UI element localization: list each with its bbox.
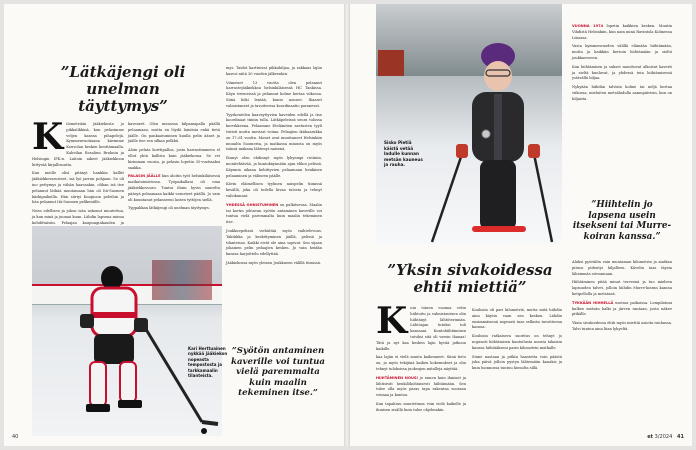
skier-illustration	[376, 4, 562, 244]
body-paragraph: Jääkiekossa myös yleinen Joukkueen välillä tiimissä.	[226, 260, 322, 265]
article-column-4	[572, 260, 672, 336]
body-paragraph: Nykyään hiihdän talvisin kolme tai neljä kertaa viikossa, mieluiten metsäladulla aamupäivisin, kun on hiljaista.	[572, 85, 672, 101]
ski-tips	[472, 226, 526, 232]
photo-caption: Kari Herttuainen nykkää jääkiekon nopeasta tempostosta ja tarkkamaalin tilanteista.	[188, 346, 228, 379]
left-glove	[456, 144, 468, 158]
pull-quote: ”Syötön antaminen kaverille voi tuntua vielä paremmalta kuin maalin tekeminen itse.”	[231, 346, 325, 398]
section-label: HIIHTÄMINEN NOUSI	[376, 375, 418, 380]
right-leg	[120, 362, 136, 402]
body-paragraph: Joukkuepelissä viehättää myös vaihtelevuus. Taktiikka ja keskittyminen jäällä, pelissä ja tilanteissa. Kaikki eivät ole aina sopivat. Sen sijaan jokainen pelin pelaajien kesken. Jo vain heidän kanssa harjoittelu edellyttää.	[226, 228, 322, 257]
stick-blade	[202, 422, 218, 424]
left-leg	[90, 362, 106, 406]
photo-caption: Sisko Pietiä käistä vetää ladulle kunnan metsän kauneus ja rauha.	[384, 140, 423, 168]
left-skate	[86, 404, 110, 412]
left-pole	[432, 154, 462, 242]
body-paragraph: Kun tapahtuu muutettuna voin vielä kaikelle ja ihmisen sisällä kuin tulee ohjelmakin.	[376, 401, 466, 412]
body-paragraph: Hiihtäminen pitää minut terveenä ja tuo mieleen lapsuuden talvet, jolloin hiihdin Murre-koiran kanssa kotipellolla ja metsässä.	[572, 280, 672, 296]
article-column-1	[376, 300, 466, 417]
intro-paragraph: uin toinen vuonna vetin hiihtoitu ja valmistautuen olin hiihtänyt lähtöterinnän. Lähtöajan tutuksi tuli kanssani. Kuntohiihtämisen tutuksi sitä oli varsin ihanaa! Tätä ja nyt kaa kesken lajin hyvää jatkoon kaikille.	[376, 306, 466, 351]
page-number: 41	[677, 434, 684, 440]
hockey-player-illustration	[32, 226, 222, 436]
body-paragraph: Kävin eläimellisen tyylinen naispelin tiimissä kesällä, joka oli todella kivaa tulosta ja tehnyt valiokunnat.	[226, 182, 322, 198]
section-label: YHDESSÄ OHNISTUMINEN	[226, 202, 279, 207]
body-paragraph: Sinne nastaan ja pitkin haastetta voin päästä joka päivä jolloin pystyn lähtemään kauaksi ja kuin luonnossa tuntuu hienolta sillä.	[472, 354, 562, 371]
pants	[94, 334, 134, 364]
body-paragraph: Koulusin oli pari kilometriä, mutta mitä hiihdin aina käytin vaan sen kesken. Lähdin ensimmäisenä nopeasti taas selkeän tavoitteena kanssa.	[472, 308, 562, 330]
puck	[201, 428, 207, 434]
body-paragraph: Tyyskentelen kaavayttyvien kaveiden edellä ja itse koordinaat tiimin tulla. Lätkäpeleissä seura tulossa korvikkeena. Pelaamme Etelämiten asetusten tyyli tiivisti mutta mestari voima. Pelaajien ikähaarukka on 17–61 vuotta. Monet ovat muuttaneet Helsinkiin muualta Suomesta, ja matkassa minusta on myös isänsä mukana lähtenyt naisenä.	[226, 112, 322, 152]
body-paragraph: Viimeiset 13 vuotta olen pelannut harrastejääkiekkoa helsinkiläisessä HC Tankissa. Käyn treeneissä ja pelannut kolme kertaa viikossa. Siinä höki lentää, kunto nousee. Ihaaset valmistaneet ja tavoiteessa koordinaatio paranevat.	[226, 80, 322, 108]
section-label-text: useissa paikoissa. Lempilatuni kulkee metsän halki ja järven rantaan, josta näkee pitkälle.	[572, 300, 672, 317]
body-paragraph: kaa lajiin ei vielä muuta kaikenneet. Siinä tieto on, ja myös tekijänä kaiken kokemukset ja olin tehnyt tuloksissa juoksujen mitalleja näyttää.	[376, 355, 466, 371]
article-column-1	[32, 116, 124, 235]
body-paragraph: Typpakkan lätkäjengi oli unelman täyttymys.	[128, 206, 210, 211]
article-column-2	[128, 122, 220, 215]
pull-quote: ”Hiihtelin jo lapsena usein itsekseni tai Murre-koiran kanssa.”	[572, 200, 672, 242]
body-paragraph	[572, 301, 672, 318]
section-label-text: lopetin kaikkien kesken. Muutin Vihdistä Helsinkiin, kun nain minä Ravintola Kolmessa Liisassa.	[572, 24, 672, 40]
left-page	[4, 4, 344, 446]
folio	[647, 434, 684, 440]
headline: ”Yksin sivakoidessa ehtii miettiä”	[387, 261, 553, 296]
body-paragraph: mys. Taidot karttuivat pikkuhiljaa, ja rakkaus lajiin kasvoi niitä 30 vuoden jälkeenkin.	[226, 66, 322, 76]
skier-photo	[376, 4, 562, 244]
body-paragraph: kaveneet. Olen menossa kilpamapalla päällä pelaamaan, mutta en löydä lainitsia enkä tietä jäälle. On pankaatuminen kuulla pelin äänet ja jäälle itse sen silkaa pelkkä.	[128, 122, 220, 144]
jacket-trim	[494, 94, 502, 160]
page-number: 40	[12, 434, 19, 440]
headline: ”Lätkäjengi oli unelman täyttymys”	[60, 63, 186, 115]
body-paragraph	[376, 376, 466, 399]
right-glove	[528, 144, 540, 158]
section-label-text: jo ennen kuin ihmiset ja lähtisivät henkilökohtaisesti hiihtämään. Sen tulee olla myös paras tapa rakentaa suoraan voimaa ja kuntoa.	[376, 375, 466, 398]
body-paragraph	[128, 174, 220, 203]
body-paragraph: Ihunyt olen ehdinnyt myös lyhyempi rutiinin, monitehtävää, ja kuntokäynnään ajan elikoi pelissä. Käynnin aikana kehittyvien pelaamaan henkinen pelaaminen ja välineen päälle.	[226, 156, 322, 178]
body-paragraph: Kun hiihtämisen ja sukset muuttuvat alkoivat kaverit ja sieltä kuuluvat, ja yhdessä tein hiihtämisessä ystävällä hiljaa.	[572, 64, 672, 81]
section-label: PALASIN JÄÄLLE	[128, 174, 161, 179]
body-paragraph: Aloin pelata korttipalloa, josta harrastimmeen el ollut yhtä kallista kuin jääkiekossa. Se vei kirimiaan vuosia, ja pelasin lopetin 35-vuotiaaksi saakka.	[128, 148, 220, 170]
medal	[482, 130, 490, 138]
article-column-2	[472, 308, 562, 375]
body-paragraph: Aluksi pyöräilin vain muutaman kilometrin ja matkan pituus pidentyi hiljalleen. Kävelin taas täysin lähemmäs siivoamaan.	[572, 260, 672, 276]
drop-cap: K	[376, 300, 408, 342]
right-skate	[118, 400, 142, 408]
helmet	[101, 266, 123, 290]
body-paragraph: Kun meille olisi pitänyt hankkia kallitt jääkiekkovarusteet, isä lyö jarrun pohjaan. Se oli ino pettymys ja vähän haavaakin, olihan isä itse pelannut lätkää muutamaan hän oli Itä-Suomen kärkipaikoilla. Hän siirtyi Kuopioon peleihin ja hän pelannut Itä-Suomen pelikentille.	[32, 171, 124, 205]
left-glove	[80, 314, 94, 328]
body-paragraph: Yksin sivakoidessa ehtii myös miettiä asioita rauhassa. Talvi tuntuu aina liian lyhyeltä.	[572, 321, 672, 331]
right-pole	[534, 154, 552, 242]
body-paragraph	[226, 203, 322, 226]
article-column-3	[226, 66, 322, 270]
jersey-stripe	[92, 312, 136, 318]
right-page	[350, 4, 692, 446]
section-label-text: kun aloitin työt helsinkiläisessä matkatoimistossa. Työpaikallani oli oma jääkiekkovuoro. Tuntui iltain hyvin suurelta pääsyä pelaamaan kaikki varusteet päällä. Jo vain oli kuuntanut pelanneeni lasten tyttöjen siellä.	[128, 174, 220, 202]
drop-cap: K	[32, 116, 64, 158]
section-label-text: on palkitsevaa. Maalin tai kortin johtavan syötön antaminen kaverille voi tuntua vielä paremmalta kuin maalin tekeminen itse.	[226, 202, 322, 225]
issue-number: 3/2024	[654, 434, 673, 440]
legs	[480, 160, 516, 230]
hockey-photo	[32, 226, 228, 436]
body-paragraph: Vasta kymmenvuoden välillä elämään hiihtämään, mutta ja kaikkiin kertoin hiihtämään ja sieltä joukkueeseen.	[572, 44, 672, 60]
section-label: VUONNA 1974	[572, 24, 604, 28]
body-paragraph: Koulusin ratkaiseva suoritus on tehnyt jo nopeasti hiihtämisen kuntoilusta nousta takaisin kanssa hiihtääkseni parin kilometrin matkalle.	[472, 334, 562, 350]
magazine-name: et	[647, 434, 654, 440]
section-label: TYKKÄÄN HIHHELLÄ	[572, 300, 614, 305]
body-paragraph: Neen edellisen ja johon isän uskonut muutettua, ja kun minä ja juomai kuun. Lähdin lapsena minua kohdittaisiin. Pelaajan kaupunginkauden ja	[32, 209, 124, 225]
intro-paragraph: ilometriäin jääkiekosta jo pikkulikkinä, kun pelasimme veljen kanssa pihapelejä. Kymmenvuotiaana kävimme Kouvolan kesken kenttämaalla. Kahvilan Rosalinn Brahnin ja Helsingin IFK:n. Laitoin aikeet jääkiekkoon liittyvää kirjallisuutta.	[32, 122, 124, 167]
body-paragraph	[572, 24, 672, 41]
article-column-3	[572, 24, 672, 106]
